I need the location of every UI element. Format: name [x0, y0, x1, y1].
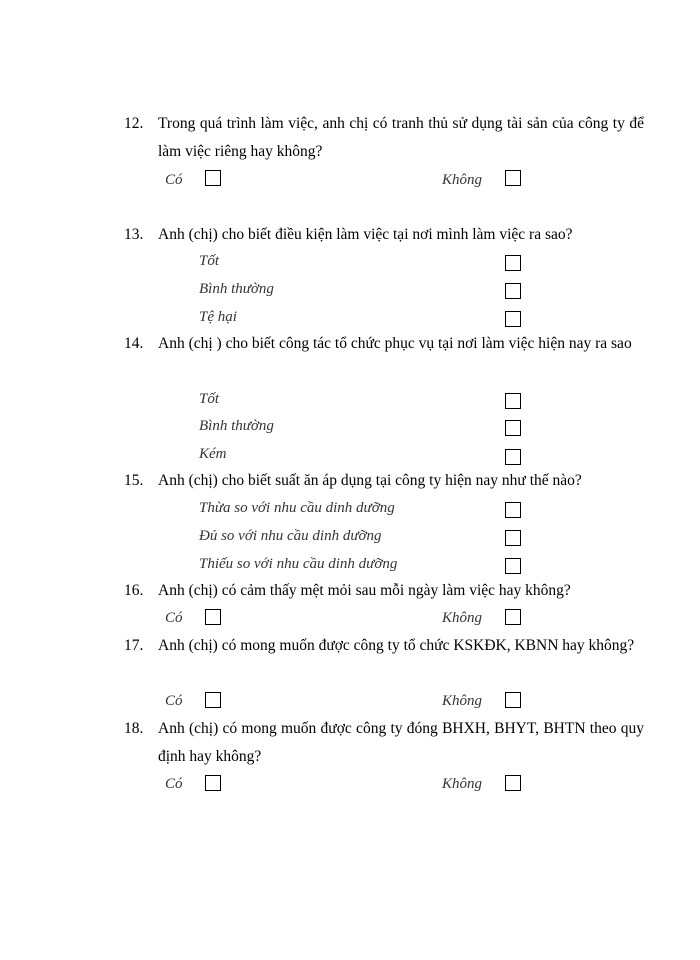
checkbox-q15-du[interactable] — [505, 530, 521, 546]
question-number: 17. — [124, 637, 144, 654]
checkbox-q14-tot[interactable] — [505, 393, 521, 409]
checkbox-q15-thieu[interactable] — [505, 558, 521, 574]
option-label-co: Có — [165, 693, 183, 709]
question-number: 18. — [124, 720, 144, 737]
checkbox-q16-co[interactable] — [205, 609, 221, 625]
question-16 — [124, 577, 644, 605]
option-label-khong: Không — [442, 693, 483, 709]
checkbox-q14-kem[interactable] — [505, 449, 521, 465]
option-label-te-hai: Tệ hại — [199, 309, 237, 325]
option-label-tot: Tốt — [199, 391, 220, 407]
option-label-binh-thuong: Bình thường — [199, 281, 274, 297]
option-label-khong: Không — [442, 610, 483, 626]
option-label-binh-thuong: Bình thường — [199, 418, 274, 434]
question-12 — [124, 110, 644, 166]
question-text: Anh (chị ) cho biết công tác tổ chức phục vụ tại nơi làm việc hiện nay ra sao — [158, 335, 632, 352]
question-17 — [124, 632, 644, 660]
option-label-co: Có — [165, 610, 183, 626]
question-text: Anh (chị) có mong muốn được công ty đóng BHXH, BHYT, BHTN theo quy định hay không? — [158, 720, 644, 765]
option-label-khong: Không — [442, 776, 483, 792]
question-number: 16. — [124, 582, 144, 599]
question-text: Anh (chị) có cảm thấy mệt mỏi sau mỗi ngày làm việc hay không? — [158, 582, 571, 599]
checkbox-q17-khong[interactable] — [505, 692, 521, 708]
option-label-thieu: Thiếu so với nhu cầu dinh dưỡng — [199, 556, 398, 572]
checkbox-q17-co[interactable] — [205, 692, 221, 708]
option-label-co: Có — [165, 172, 183, 188]
checkbox-q15-thua[interactable] — [505, 502, 521, 518]
option-label-tot: Tốt — [199, 253, 220, 269]
option-label-du: Đủ so với nhu cầu dinh dưỡng — [199, 528, 382, 544]
checkbox-q16-khong[interactable] — [505, 609, 521, 625]
option-label-kem: Kém — [199, 446, 227, 462]
checkbox-q18-co[interactable] — [205, 775, 221, 791]
checkbox-q18-khong[interactable] — [505, 775, 521, 791]
question-13 — [124, 221, 644, 249]
checkbox-q13-tot[interactable] — [505, 255, 521, 271]
option-label-khong: Không — [442, 172, 483, 188]
checkbox-q12-khong[interactable] — [505, 170, 521, 186]
question-number: 13. — [124, 226, 144, 243]
question-14 — [124, 330, 644, 358]
question-text: Anh (chị) cho biết suất ăn áp dụng tại công ty hiện nay như thế nào? — [158, 472, 582, 489]
question-text: Trong quá trình làm việc, anh chị có tranh thủ sử dụng tài sản của công ty để làm việc riêng hay không? — [158, 115, 644, 160]
question-text: Anh (chị) có mong muốn được công ty tổ chức KSKĐK, KBNN hay không? — [158, 637, 635, 654]
question-number: 14. — [124, 335, 144, 352]
option-label-thua: Thừa so với nhu cầu dinh dưỡng — [199, 500, 395, 516]
question-text: Anh (chị) cho biết điều kiện làm việc tại nơi mình làm việc ra sao? — [158, 226, 573, 243]
question-18 — [124, 715, 644, 771]
question-15 — [124, 467, 644, 495]
checkbox-q12-co[interactable] — [205, 170, 221, 186]
question-number: 15. — [124, 472, 144, 489]
checkbox-q13-binh-thuong[interactable] — [505, 283, 521, 299]
checkbox-q14-binh-thuong[interactable] — [505, 420, 521, 436]
checkbox-q13-te-hai[interactable] — [505, 311, 521, 327]
question-number: 12. — [124, 115, 144, 132]
option-label-co: Có — [165, 776, 183, 792]
